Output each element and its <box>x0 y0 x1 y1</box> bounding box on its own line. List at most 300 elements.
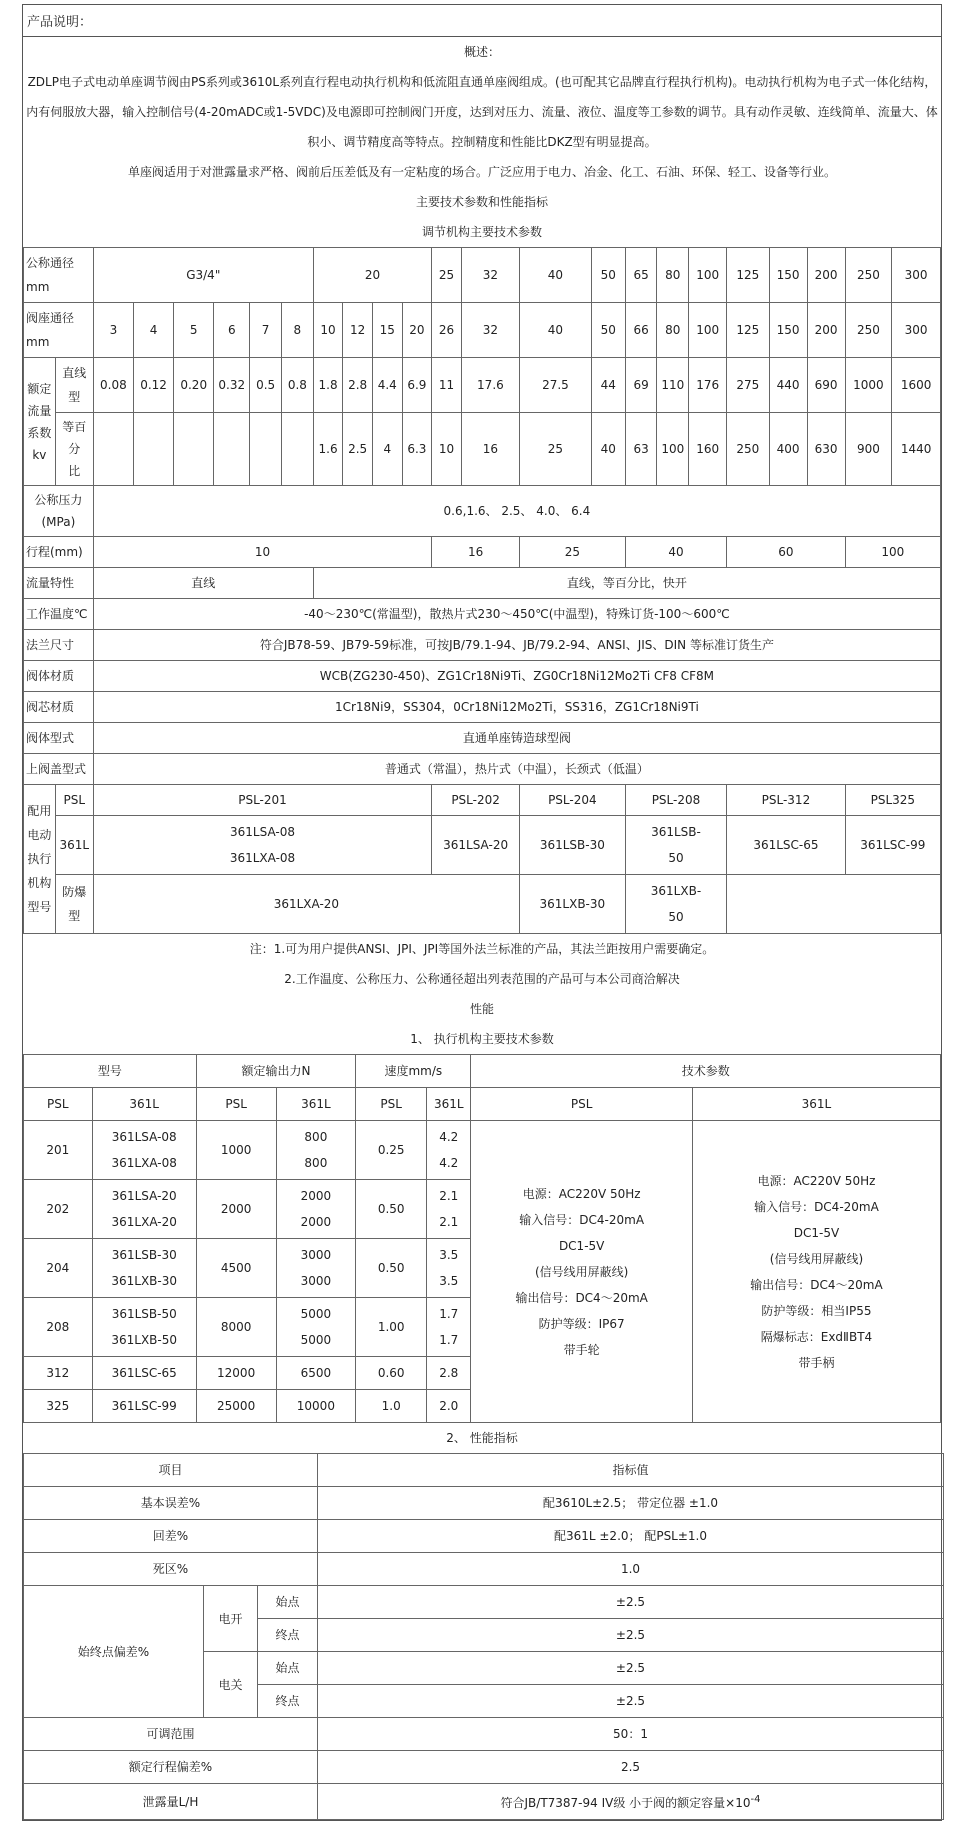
cell <box>281 413 313 486</box>
cell: PSL-204 <box>519 785 625 816</box>
text: DC1-5V <box>793 1225 840 1240</box>
cell: 40 <box>519 248 591 303</box>
cell: 63 <box>625 413 657 486</box>
cell: WCB(ZG230-450)、ZG1Cr18Ni9Ti、ZG0Cr18Ni12Mo2Ti CF8 CF8M <box>93 661 940 692</box>
cell: 1.00 <box>356 1298 427 1357</box>
cell: 速度mm/s <box>356 1055 471 1088</box>
text: 361LXA-08 <box>111 1156 177 1170</box>
cell: 项目 <box>24 1454 318 1487</box>
body-type-label: 阀体型式 <box>24 723 94 754</box>
cell: 10 <box>93 537 431 568</box>
cell: 325 <box>24 1390 93 1423</box>
cell: 6.9 <box>402 358 432 413</box>
cell <box>276 1298 356 1357</box>
cell: 直线，等百分比，快开 <box>313 568 940 599</box>
text: 1.7 <box>439 1307 459 1321</box>
cell: 0.12 <box>133 358 173 413</box>
cell: 361L <box>276 1088 356 1121</box>
cell: 1.6 <box>313 413 343 486</box>
cell <box>93 413 133 486</box>
cell: 电开 <box>204 1586 258 1652</box>
cell: 125 <box>727 303 769 358</box>
text: 电动 <box>27 828 52 842</box>
label: 阀座通径mm <box>24 303 94 358</box>
cell: G3/4" <box>93 248 313 303</box>
text: 3.5 <box>439 1274 459 1288</box>
perf-section: 2、 性能指标 <box>446 1431 518 1445</box>
cell: 300 <box>892 248 941 303</box>
cell: 直线 <box>93 568 313 599</box>
text: (信号线用屏蔽线) <box>534 1264 629 1279</box>
cell: 66 <box>625 303 657 358</box>
text: 电源：AC220V 50Hz <box>522 1186 641 1201</box>
cell <box>427 1239 471 1298</box>
cell <box>92 1121 196 1180</box>
text: 输入信号：DC4-20mA <box>519 1212 645 1227</box>
text: 系数 <box>27 425 52 440</box>
product-description <box>22 4 942 1821</box>
performance-table <box>23 1453 944 1820</box>
row-flange <box>24 630 941 661</box>
overview-title: 概述： <box>463 45 500 59</box>
cell: 250 <box>845 303 892 358</box>
cell: 900 <box>845 413 892 486</box>
text: 3.5 <box>439 1248 459 1262</box>
cell: 65 <box>625 248 657 303</box>
cell: 202 <box>24 1180 93 1239</box>
actuator-section: 1、 执行机构主要技术参数 <box>410 1032 554 1046</box>
row-bonnet <box>24 754 941 785</box>
application-paragraph: 单座阀适用于对泄露量求严格、阀前后压差低及有一定粘度的场合。广泛应用于电力、冶金、化工、石油、环保、轻工、设备等行业。 <box>127 165 836 179</box>
cell: 200 <box>807 248 845 303</box>
cell: 回差% <box>24 1520 318 1553</box>
temp-label: 工作温度℃ <box>24 599 94 630</box>
text: 带手柄 <box>798 1355 835 1370</box>
cell: 额定行程偏差% <box>24 1751 318 1784</box>
cell: 1600 <box>892 358 941 413</box>
cell: 44 <box>591 358 625 413</box>
cell: 1000 <box>196 1121 276 1180</box>
note-2: 2.工作温度、公称压力、公称通径超出列表范围的产品可与本公司商洽解决 <box>284 972 680 986</box>
cell: 630 <box>807 413 845 486</box>
cell: 17.6 <box>461 358 519 413</box>
text: 361LSB-50 <box>111 1307 177 1321</box>
cell: 50：1 <box>318 1718 944 1751</box>
row-nominal <box>24 248 941 303</box>
cell: PSL <box>24 1088 93 1121</box>
cell <box>276 1180 356 1239</box>
cell: 16 <box>432 537 520 568</box>
table-row <box>24 1520 944 1553</box>
cell <box>92 1180 196 1239</box>
row-actuator-explosion <box>24 875 941 934</box>
cell: 250 <box>727 413 769 486</box>
cell: 100 <box>689 248 727 303</box>
row-seat <box>24 303 941 358</box>
cell: 指标值 <box>318 1454 944 1487</box>
cell: 100 <box>689 303 727 358</box>
cell: 型号 <box>24 1055 197 1088</box>
cell: PSL <box>196 1088 276 1121</box>
cell: 0.50 <box>356 1239 427 1298</box>
cell: 440 <box>769 358 807 413</box>
text: 800 <box>304 1156 328 1170</box>
pressure-value: 0.6,1.6、 2.5、 4.0、 6.4 <box>93 486 940 537</box>
cell <box>427 1298 471 1357</box>
valve-params-table <box>23 247 941 934</box>
text: 50 <box>668 851 684 865</box>
text: 361LXA-08 <box>229 851 296 865</box>
text: 带手轮 <box>563 1342 600 1357</box>
cell: 始点 <box>258 1586 318 1619</box>
table-row <box>24 1553 944 1586</box>
row-flow-linear <box>24 358 941 413</box>
cell: 40 <box>591 413 625 486</box>
cell: 3 <box>93 303 133 358</box>
cell: 50 <box>591 248 625 303</box>
cell: PSL-312 <box>727 785 845 816</box>
cell: 符合JB78-59、JB79-59标准，可按JB/79.1-94、JB/79.2-94、ANSI、JIS、DIN 等标准订货生产 <box>93 630 940 661</box>
cell <box>250 413 282 486</box>
text: 361LXB-50 <box>111 1333 178 1347</box>
cell: 80 <box>657 248 689 303</box>
text: 输出信号：DC4～20mA <box>750 1277 883 1292</box>
text: 361LSB- <box>651 825 701 839</box>
cell: PSL <box>356 1088 427 1121</box>
cell: 176 <box>689 358 727 413</box>
cell: 100 <box>657 413 689 486</box>
cell: 普通式（常温），热片式（中温），长颈式（低温） <box>93 754 940 785</box>
cell: 0.50 <box>356 1180 427 1239</box>
actuator-params-table <box>23 1054 941 1423</box>
cell: 1000 <box>845 358 892 413</box>
cell: 69 <box>625 358 657 413</box>
cell: 1Cr18Ni9，SS304，0Cr18Ni12Mo2Ti，SS316，ZG1Cr18Ni9Ti <box>93 692 940 723</box>
text: 型号 <box>27 900 52 914</box>
text: 50 <box>668 910 684 924</box>
text: 等百分 <box>62 420 87 456</box>
cell: ±2.5 <box>318 1652 944 1685</box>
text: 配用 <box>27 804 52 818</box>
flow-coef-label <box>24 358 56 486</box>
text: 1.7 <box>439 1333 459 1347</box>
cell: 25 <box>519 413 591 486</box>
cell: 160 <box>689 413 727 486</box>
cell: 50 <box>591 303 625 358</box>
row-pressure <box>24 486 941 537</box>
text: (信号线用屏蔽线) <box>769 1251 864 1266</box>
cell: 125 <box>727 248 769 303</box>
cell: 25000 <box>196 1390 276 1423</box>
cell: 可调范围 <box>24 1718 318 1751</box>
cell: 配3610L±2.5； 带定位器 ±1.0 <box>318 1487 944 1520</box>
cell: 16 <box>461 413 519 486</box>
cell: 4 <box>372 413 402 486</box>
text: 361LSA-20 <box>111 1189 177 1203</box>
cell: 250 <box>845 248 892 303</box>
cell <box>318 1784 944 1820</box>
row-actuator-361l <box>24 816 941 875</box>
text: 输出信号：DC4～20mA <box>515 1290 648 1305</box>
cell: PSL-202 <box>432 785 520 816</box>
row-flow-eq <box>24 413 941 486</box>
header-row-1 <box>24 1055 941 1088</box>
cell: 361L <box>692 1088 940 1121</box>
cell: 2.8 <box>343 358 373 413</box>
text: 防护等级：IP67 <box>538 1316 625 1331</box>
cell <box>93 816 431 875</box>
cell: 10 <box>313 303 343 358</box>
cell: 100 <box>845 537 940 568</box>
cell: 4500 <box>196 1239 276 1298</box>
cell: 361LSC-99 <box>845 816 940 875</box>
overview-paragraph: ZDLP电子式电动单座调节阀由PS系列或3610L系列直行程电动执行机构和低流阻直通单座阀组成。(也可配其它品牌直行程执行机构)。电动执行机构为电子式一体化结构，内有伺服放大器，输入控制信号(4-20mADC或1-5VDC)及电源即可控制阀门开度，达到对压力、流量、液位、温度等工参数的调节。具有动作灵敏、连线简单、流量大、体积小、调节精度高等特点。控制精度和性能比DKZ型有明显提高。 <box>26 75 938 149</box>
header-row-2 <box>24 1088 941 1121</box>
cell: 1.0 <box>318 1553 944 1586</box>
cell: 0.32 <box>214 358 250 413</box>
text: 4.2 <box>439 1156 459 1170</box>
cell: 6.3 <box>402 413 432 486</box>
flow-char-label: 流量特性 <box>24 568 94 599</box>
cell <box>133 413 173 486</box>
table-row <box>24 1487 944 1520</box>
text: kv <box>32 447 47 462</box>
cell: 技术参数 <box>471 1055 941 1088</box>
cell: 6500 <box>276 1357 356 1390</box>
row-body-mat <box>24 661 941 692</box>
cell: 0.8 <box>281 358 313 413</box>
cell: 361LSC-99 <box>92 1390 196 1423</box>
cell: 5 <box>174 303 214 358</box>
cell: 泄露量L/H <box>24 1784 318 1820</box>
flange-label: 法兰尺寸 <box>24 630 94 661</box>
text: 361LSA-08 <box>230 825 295 839</box>
row-flow-char <box>24 568 941 599</box>
text: 比 <box>68 464 81 478</box>
cell: 4.4 <box>372 358 402 413</box>
table-row <box>24 1784 944 1820</box>
cell: 361LSB-30 <box>519 816 625 875</box>
text: 3000 <box>300 1274 332 1288</box>
label: 公称通径mm <box>24 248 94 303</box>
cell: 80 <box>657 303 689 358</box>
cell: 32 <box>461 303 519 358</box>
cell: 终点 <box>258 1685 318 1718</box>
body-mat-label: 阀体材质 <box>24 661 94 692</box>
tech-psl <box>471 1121 692 1423</box>
text: 符合JB/T7387-94 IV级 小于阀的额定容量×10 <box>500 1796 751 1810</box>
cell: 10000 <box>276 1390 356 1423</box>
text: 3000 <box>300 1248 332 1262</box>
cell: 204 <box>24 1239 93 1298</box>
cell: 8 <box>281 303 313 358</box>
table-row <box>24 1718 944 1751</box>
cell: 361LXB-30 <box>519 875 625 934</box>
superscript: -4 <box>750 1794 761 1805</box>
cell: 2000 <box>196 1180 276 1239</box>
cell: 2.8 <box>427 1357 471 1390</box>
cell: 60 <box>727 537 845 568</box>
cell: 361LSC-65 <box>92 1357 196 1390</box>
cell: 基本误差% <box>24 1487 318 1520</box>
cell: 40 <box>519 303 591 358</box>
cell: -40～230℃(常温型)，散热片式230～450℃(中温型)，特殊订货-100～600℃ <box>93 599 940 630</box>
cell: 40 <box>625 537 727 568</box>
cell: 208 <box>24 1298 93 1357</box>
text: 361LXB- <box>650 884 702 898</box>
cell <box>214 413 250 486</box>
cell: 始终点偏差% <box>24 1586 204 1718</box>
cell: 201 <box>24 1121 93 1180</box>
row-core-mat <box>24 692 941 723</box>
cell: 0.20 <box>174 358 214 413</box>
cell: 150 <box>769 303 807 358</box>
bonnet-label: 上阀盖型式 <box>24 754 94 785</box>
linear-label: 直线型 <box>55 358 93 413</box>
cell: 死区% <box>24 1553 318 1586</box>
cell: PSL <box>471 1088 692 1121</box>
text: 5000 <box>300 1307 332 1321</box>
cell <box>427 1180 471 1239</box>
cell: 8000 <box>196 1298 276 1357</box>
cell: 200 <box>807 303 845 358</box>
cell: PSL <box>55 785 93 816</box>
cell: ±2.5 <box>318 1586 944 1619</box>
cell: 400 <box>769 413 807 486</box>
row-temp <box>24 599 941 630</box>
cell: 690 <box>807 358 845 413</box>
cell: 6 <box>214 303 250 358</box>
cell: 2.5 <box>343 413 373 486</box>
text: 361LSB-30 <box>111 1248 177 1262</box>
text: 361LXA-20 <box>111 1215 177 1229</box>
cell: 15 <box>372 303 402 358</box>
cell: 110 <box>657 358 689 413</box>
cell: 7 <box>250 303 282 358</box>
cell <box>92 1239 196 1298</box>
text: 隔爆标志：ExdⅡBT4 <box>760 1329 873 1344</box>
cell: 361L <box>427 1088 471 1121</box>
text: 4.2 <box>439 1130 459 1144</box>
cell: 361L <box>55 816 93 875</box>
cell: 361L <box>92 1088 196 1121</box>
cell: 0.60 <box>356 1357 427 1390</box>
text: 5000 <box>300 1333 332 1347</box>
row-actuator-psl <box>24 785 941 816</box>
cell: 26 <box>432 303 462 358</box>
cell: 2.0 <box>427 1390 471 1423</box>
text: DC1-5V <box>558 1238 605 1253</box>
cell: 25 <box>519 537 625 568</box>
text: 2000 <box>300 1215 332 1229</box>
row-stroke <box>24 537 941 568</box>
cell: 27.5 <box>519 358 591 413</box>
table-row <box>24 1121 941 1180</box>
stroke-label: 行程(mm) <box>24 537 94 568</box>
cell: 4 <box>133 303 173 358</box>
cell: PSL-208 <box>625 785 727 816</box>
cell: 275 <box>727 358 769 413</box>
cell: ±2.5 <box>318 1685 944 1718</box>
cell: 1.0 <box>356 1390 427 1423</box>
table-row <box>24 1751 944 1784</box>
header: 产品说明： <box>23 5 941 37</box>
text: 机构 <box>27 876 52 890</box>
cell <box>727 875 941 934</box>
cell: 0.25 <box>356 1121 427 1180</box>
cell: 配361L ±2.0； 配PSL±1.0 <box>318 1520 944 1553</box>
cell: 20 <box>313 248 431 303</box>
section-main-title: 主要技术参数和性能指标 <box>415 195 548 209</box>
actuator-label <box>24 785 56 934</box>
text: 361LSA-08 <box>111 1130 177 1144</box>
cell: 20 <box>402 303 432 358</box>
core-mat-label: 阀芯材质 <box>24 692 94 723</box>
text: 电源：AC220V 50Hz <box>757 1173 876 1188</box>
cell: 361LSA-20 <box>432 816 520 875</box>
text: 防护等级：相当IP55 <box>761 1303 872 1318</box>
eq-label <box>55 413 93 486</box>
cell: 300 <box>892 303 941 358</box>
cell: 10 <box>432 413 462 486</box>
cell: 0.08 <box>93 358 133 413</box>
cell: 额定输出力N <box>196 1055 355 1088</box>
cell <box>625 816 727 875</box>
cell: 1440 <box>892 413 941 486</box>
section-valve-title: 调节机构主要技术参数 <box>421 225 542 239</box>
cell: 150 <box>769 248 807 303</box>
text: 输入信号：DC4-20mA <box>754 1199 879 1214</box>
cell: 电关 <box>204 1652 258 1718</box>
table-row <box>24 1586 944 1619</box>
cell: 312 <box>24 1357 93 1390</box>
cell: 32 <box>461 248 519 303</box>
cell: ±2.5 <box>318 1619 944 1652</box>
text: 执行 <box>27 852 52 866</box>
pressure-label <box>24 486 94 537</box>
cell: 12000 <box>196 1357 276 1390</box>
cell <box>276 1121 356 1180</box>
cell: 361LXA-20 <box>93 875 519 934</box>
cell: 终点 <box>258 1619 318 1652</box>
text: 额定 <box>27 381 52 396</box>
cell: 2.5 <box>318 1751 944 1784</box>
row-body-type <box>24 723 941 754</box>
text: 361LXB-30 <box>111 1274 178 1288</box>
perf-title: 性能 <box>469 1002 494 1016</box>
cell: 防爆型 <box>55 875 93 934</box>
cell: 直通单座铸造球型阀 <box>93 723 940 754</box>
text: 2.1 <box>439 1215 459 1229</box>
text: 流量 <box>27 403 52 418</box>
note-1: 注：1.可为用户提供ANSI、JPI、JPI等国外法兰标准的产品，其法兰距按用户需要确定。 <box>249 942 715 956</box>
text: 2000 <box>300 1189 332 1203</box>
cell: 25 <box>432 248 462 303</box>
table-row <box>24 1454 944 1487</box>
cell: 12 <box>343 303 373 358</box>
cell: 11 <box>432 358 462 413</box>
cell: PSL325 <box>845 785 940 816</box>
text: (MPa) <box>41 515 76 529</box>
text: 公称压力 <box>34 493 83 507</box>
cell: 始点 <box>258 1652 318 1685</box>
cell <box>625 875 727 934</box>
text: 800 <box>304 1130 328 1144</box>
cell: 1.8 <box>313 358 343 413</box>
cell: 0.5 <box>250 358 282 413</box>
cell: PSL-201 <box>93 785 431 816</box>
cell <box>427 1121 471 1180</box>
